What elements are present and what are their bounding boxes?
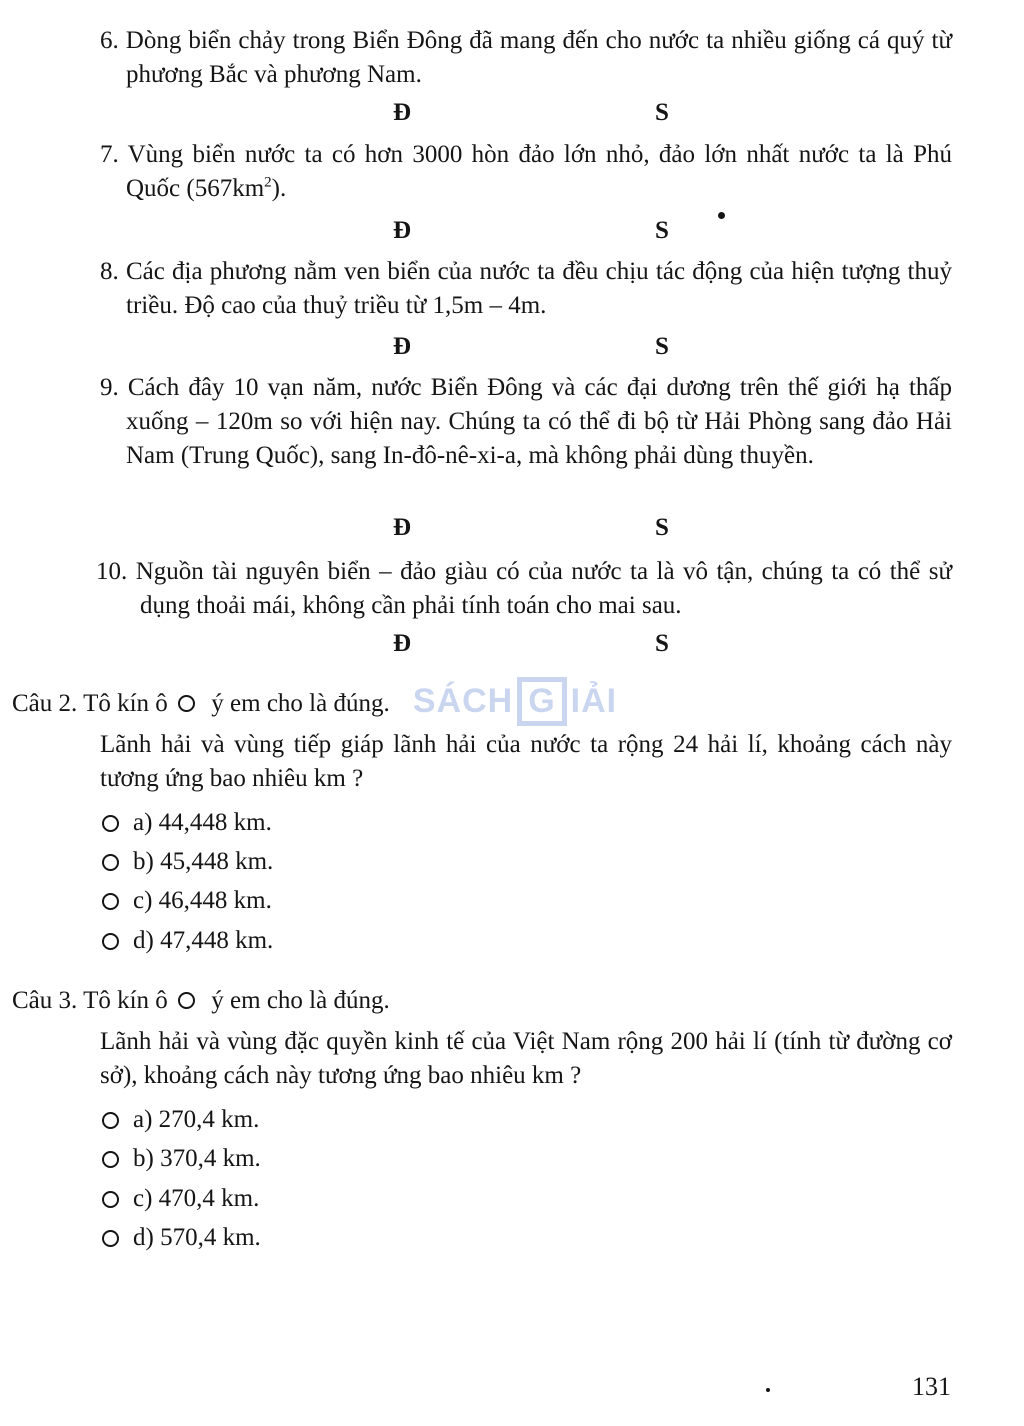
question-3-option-a[interactable] (102, 1104, 259, 1136)
statement-8: 8. Các địa phương nằm ven biển của nước ta đều chịu tác động của hiện tượng thuỷ triều. Độ cao của thuỷ triều từ 1,5m – 4m. (100, 258, 952, 319)
answer-circle-icon (178, 992, 195, 1009)
statement-9: 9. Cách đây 10 vạn năm, nước Biển Đông và các đại dương trên thế giới hạ thấp xuống – 120m so với hiện nay. Chúng ta có thể đi bộ từ Hải Phòng sang đảo Hải Nam (Trung Quốc), sang In-đô-nê-xi-a, mà không phải dùng thuyền. (100, 374, 952, 469)
radio-circle-icon[interactable] (102, 893, 119, 910)
radio-circle-icon[interactable] (102, 1151, 119, 1168)
statement-10: 10. Nguồn tài nguyên biển – đảo giàu có của nước ta là vô tận, chúng ta có thể sử dụng thoải mái, không cần phải tính toán cho mai sau. (96, 558, 952, 619)
statement-10-true-mark: Đ (393, 630, 412, 657)
radio-circle-icon[interactable] (102, 854, 119, 871)
question-2-option-a[interactable] (102, 807, 272, 839)
question-3-body: Lãnh hải và vùng đặc quyền kinh tế của Việt Nam rộng 200 hải lí (tính từ đường cơ sở), khoảng cách này tương ứng bao nhiêu km ? (100, 1028, 952, 1089)
statement-7 (100, 138, 952, 206)
option-label: d) 570,4 km. (133, 1224, 261, 1251)
question-2-option-c[interactable] (102, 885, 272, 917)
radio-circle-icon[interactable] (102, 1112, 119, 1129)
statement-8-false-mark: S (655, 333, 669, 360)
radio-circle-icon[interactable] (102, 815, 119, 832)
ink-dot (718, 212, 725, 219)
statement-7-superscript: 2 (264, 174, 272, 191)
answer-circle-icon (178, 695, 195, 712)
watermark-box-letter: G (517, 677, 566, 726)
page-number: 131 (912, 1372, 951, 1401)
question-2-title-suffix: ý em cho là đúng. (211, 690, 390, 717)
option-label: b) 370,4 km. (133, 1145, 261, 1172)
question-3-option-c[interactable] (102, 1183, 259, 1215)
statement-6-true-mark: Đ (393, 99, 412, 126)
option-label: a) 270,4 km. (133, 1106, 260, 1133)
statement-9-false-mark: S (655, 514, 669, 541)
radio-circle-icon[interactable] (102, 933, 119, 950)
statement-10-false-mark: S (655, 630, 669, 657)
question-2-title-prefix: Câu 2. Tô kín ô (12, 690, 168, 717)
option-label: a) 44,448 km. (133, 809, 272, 836)
statement-7-false-mark: S (655, 217, 669, 244)
question-3-option-d[interactable] (102, 1222, 261, 1254)
watermark-text-right: IẢI (570, 681, 618, 720)
question-3-title-prefix: Câu 3. Tô kín ô (12, 987, 168, 1014)
option-label: c) 46,448 km. (133, 887, 272, 914)
option-label: d) 47,448 km. (133, 927, 274, 954)
question-3-title-suffix: ý em cho là đúng. (211, 987, 390, 1014)
question-3-title (12, 985, 390, 1017)
radio-circle-icon[interactable] (102, 1191, 119, 1208)
watermark-logo (410, 670, 620, 732)
statement-6-false-mark: S (655, 99, 669, 126)
question-2-option-d[interactable] (102, 925, 273, 957)
question-2-body: Lãnh hải và vùng tiếp giáp lãnh hải của nước ta rộng 24 hải lí, khoảng cách này tương ứng bao nhiêu km ? (100, 731, 952, 792)
speck-dot (766, 1388, 770, 1392)
statement-7-text: 7. Vùng biển nước ta có hơn 3000 hòn đảo lớn nhỏ, đảo lớn nhất nước ta là Phú Quốc (567km (100, 141, 952, 202)
statement-6: 6. Dòng biển chảy trong Biển Đông đã mang đến cho nước ta nhiều giống cá quý từ phương Bắc và phương Nam. (100, 27, 952, 88)
question-3-option-b[interactable] (102, 1143, 261, 1175)
statement-8-true-mark: Đ (393, 333, 412, 360)
statement-7-text-end: ). (271, 175, 287, 202)
radio-circle-icon[interactable] (102, 1230, 119, 1247)
question-2-option-b[interactable] (102, 846, 273, 878)
statement-9-true-mark: Đ (393, 514, 412, 541)
option-label: b) 45,448 km. (133, 848, 274, 875)
option-label: c) 470,4 km. (133, 1185, 260, 1212)
watermark-text-left: SÁCH (412, 681, 514, 720)
question-2-title (12, 688, 390, 720)
statement-7-true-mark: Đ (393, 217, 412, 244)
